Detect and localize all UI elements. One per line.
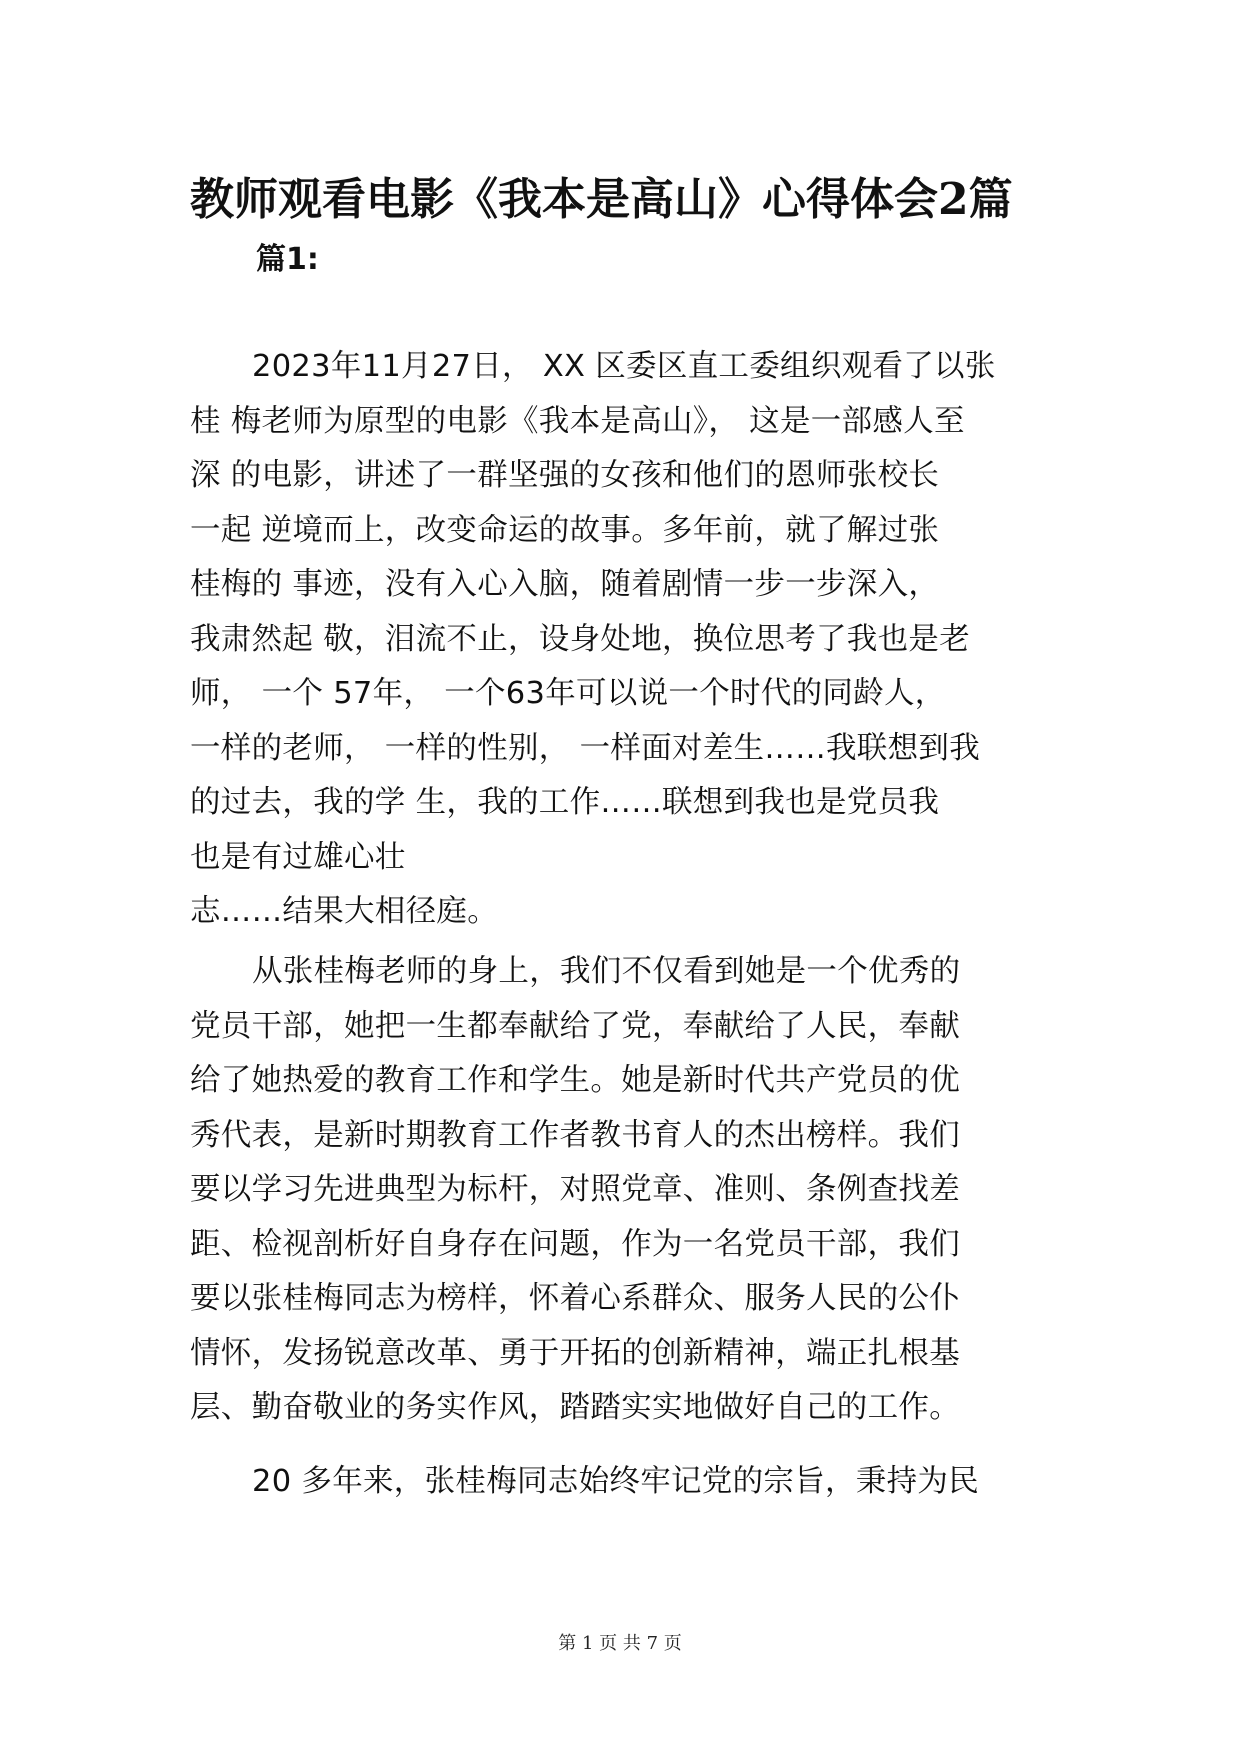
paragraph-line: 距、检视剖析好自身存在问题，作为一名党员干部，我们 (190, 1226, 960, 1262)
paragraph-1 (190, 340, 1060, 940)
paragraph-line: 层、勤奋敬业的务实作风，踏踏实实地做好自己的工作。 (190, 1390, 960, 1425)
paragraph-line: 志……结果大相径庭。 (190, 894, 498, 929)
paragraph-line: 一起 逆境而上，改变命运的故事。多年前，就了解过张 (190, 512, 940, 548)
paragraph-line: 给了她热爱的教育工作和学生。她是新时代共产党员的优 (190, 1063, 960, 1098)
paragraph-line: 师， 一个 57年， 一个63年可以说一个时代的同龄人， (190, 676, 946, 711)
paragraph-2 (190, 945, 1060, 1436)
page-footer: 第 1 页 共 7 页 (558, 1633, 682, 1654)
paragraph-line: 深 的电影，讲述了一群坚强的女孩和他们的恩师张校长 (190, 458, 940, 493)
paragraph-line: 一样的老师， 一样的性别， 一样面对差生……我联想到我 (190, 730, 980, 766)
paragraph-line: 2023年11月27日， XX 区委区直工委组织观看了以张 (252, 349, 996, 384)
paragraph-line: 秀代表，是新时期教育工作者教书育人的杰出榜样。我们 (190, 1117, 960, 1153)
paragraph-line: 从张桂梅老师的身上，我们不仅看到她是一个优秀的 (252, 954, 961, 989)
paragraph-line: 也是有过雄心壮 (190, 839, 406, 875)
paragraph-line: 要以学习先进典型为标杆，对照党章、准则、条例查找差 (190, 1172, 960, 1207)
paragraph-line: 党员干部，她把一生都奉献给了党，奉献给了人民，奉献 (190, 1008, 960, 1044)
paragraph-line: 桂梅的 事迹，没有入心入脑，随着剧情一步一步深入， (190, 567, 940, 602)
paragraph-3 (190, 1455, 1060, 1510)
paragraph-line: 的过去，我的学 生，我的工作……联想到我也是党员我 (190, 785, 940, 820)
paragraph-line: 我肃然起 敬，泪流不止，设身处地，换位思考了我也是老 (190, 621, 970, 657)
paragraph-line: 情怀，发扬锐意改革、勇于开拓的创新精神，端正扎根基 (190, 1335, 960, 1371)
section-label: 篇1: (256, 242, 319, 277)
paragraph-line: 20 多年来，张桂梅同志始终牢记党的宗旨，秉持为民 (252, 1464, 980, 1499)
paragraph-line: 要以张桂梅同志为榜样，怀着心系群众、服务人民的公仆 (190, 1281, 960, 1316)
paragraph-line: 桂 梅老师为原型的电影《我本是高山》， 这是一部感人至 (190, 403, 965, 439)
document-title: 教师观看电影《我本是高山》心得体会2篇 (190, 174, 1013, 225)
